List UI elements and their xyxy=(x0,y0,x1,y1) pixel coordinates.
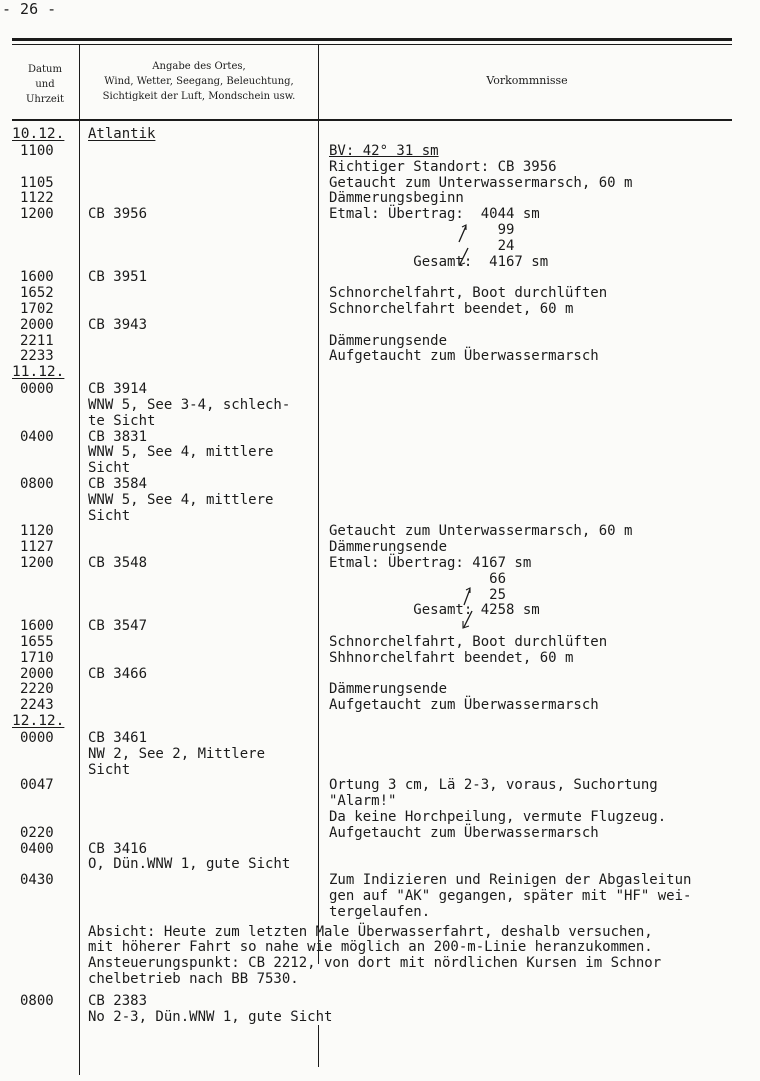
annotation-arrows xyxy=(450,585,490,633)
location-entry: CB 3466 xyxy=(88,665,148,682)
time-entry: 1105 xyxy=(20,174,54,191)
event-entry: Schnorchelfahrt, Boot durchlüften xyxy=(329,285,608,302)
time-entry: 0400 xyxy=(20,428,54,445)
location-entry: CB 3548 xyxy=(88,555,148,571)
event-entry: Etmal: Übertrag: 4167 sm xyxy=(329,555,532,571)
time-entry: 1200 xyxy=(20,206,54,223)
date-heading: 12.12. xyxy=(12,713,65,729)
header-rule xyxy=(12,119,732,121)
location-entry: CB 3584 xyxy=(88,476,148,492)
location-entry: CB 3547 xyxy=(88,618,148,635)
time-entry: 1200 xyxy=(20,555,54,571)
column-divider-2-lower xyxy=(318,1025,319,1067)
event-entry: tergelaufen. xyxy=(329,903,431,920)
top-rule-thin xyxy=(12,44,732,45)
time-entry: 2220 xyxy=(20,681,54,698)
time-entry: 0000 xyxy=(20,730,54,746)
location-entry: Sicht xyxy=(88,507,131,524)
location-entry: Sicht xyxy=(88,761,131,778)
time-entry: 1652 xyxy=(20,285,54,302)
event-entry: Dämmerungsbeginn xyxy=(329,190,464,207)
event-entry: Shhnorchelfahrt beendet, 60 m xyxy=(329,649,574,666)
event-entry: Gesamt: 4167 sm xyxy=(329,253,549,270)
event-entry: gen auf "AK" gegangen, später mit "HF" wei- xyxy=(329,888,692,904)
page-number: - 26 - xyxy=(2,0,57,18)
time-entry: 0800 xyxy=(20,992,54,1009)
time-entry: 2000 xyxy=(20,316,54,333)
note-line: chelbetrieb nach BB 7530. xyxy=(88,971,299,987)
header-line: Datum xyxy=(28,64,62,75)
time-entry: 0220 xyxy=(20,824,54,841)
header-line: Angabe des Ortes, xyxy=(152,61,246,72)
event-entry: 25 xyxy=(329,586,507,603)
location-entry: Sicht xyxy=(88,460,131,477)
date-heading: 10.12. xyxy=(12,126,65,142)
event-entry: Zum Indizieren und Reinigen der Abgasleitun xyxy=(329,872,692,889)
note-line: Absicht: Heute zum letzten Male Überwasserfahrt, deshalb versuchen, xyxy=(88,923,653,940)
location-entry: CB 3461 xyxy=(88,730,148,746)
event-entry: Aufgetaucht zum Überwassermarsch xyxy=(329,348,599,365)
note-line: mit höherer Fahrt so nahe wie möglich an 200-m-Linie heranzukommen. xyxy=(88,939,653,956)
time-entry: 1600 xyxy=(20,618,54,635)
event-entry: "Alarm!" xyxy=(329,793,397,810)
time-entry: 1600 xyxy=(20,269,54,286)
location-entry: Atlantik xyxy=(88,126,156,142)
location-entry: CB 3951 xyxy=(88,269,148,286)
location-entry: WNW 5, See 4, mittlere xyxy=(88,491,274,508)
location-entry: WNW 5, See 3-4, schlech- xyxy=(88,397,291,413)
time-entry: 2233 xyxy=(20,348,54,365)
location-entry: CB 2383 xyxy=(88,992,148,1009)
time-entry: 2243 xyxy=(20,697,54,714)
event-entry: Aufgetaucht zum Überwassermarsch xyxy=(329,824,599,841)
header-line: Uhrzeit xyxy=(25,94,65,105)
time-entry: 1702 xyxy=(20,301,54,317)
header-events: Vorkommnisse xyxy=(486,74,568,87)
event-entry: Richtiger Standort: CB 3956 xyxy=(329,158,557,175)
time-entry: 1120 xyxy=(20,523,54,540)
time-entry: 0000 xyxy=(20,381,54,398)
location-entry: CB 3956 xyxy=(88,206,148,223)
location-entry: CB 3943 xyxy=(88,316,148,333)
time-entry: 1655 xyxy=(20,634,54,650)
location-entry: WNW 5, See 4, mittlere xyxy=(88,444,274,461)
event-entry: 99 xyxy=(329,222,515,238)
location-entry: NW 2, See 2, Mittlere xyxy=(88,745,266,762)
header-location xyxy=(84,59,314,104)
location-entry: CB 3416 xyxy=(88,840,148,857)
event-entry: Etmal: Übertrag: 4044 sm xyxy=(329,206,540,223)
event-entry: Getaucht zum Unterwassermarsch, 60 m xyxy=(329,523,633,540)
header-line: und xyxy=(35,79,55,90)
event-entry: Gesamt: 4258 sm xyxy=(329,602,540,619)
time-entry: 0047 xyxy=(20,777,54,794)
location-entry: CB 3914 xyxy=(88,381,148,398)
header-line: Wind, Wetter, Seegang, Beleuchtung, xyxy=(104,76,294,87)
event-entry: 66 xyxy=(329,570,507,587)
event-entry: 24 xyxy=(329,237,515,254)
column-divider-1 xyxy=(79,44,80,1075)
time-entry: 1710 xyxy=(20,649,54,666)
event-entry: Aufgetaucht zum Überwassermarsch xyxy=(329,697,599,714)
time-entry: 0430 xyxy=(20,872,54,889)
event-entry: Ortung 3 cm, Lä 2-3, voraus, Suchortung xyxy=(329,777,658,794)
column-divider-2 xyxy=(318,44,319,964)
event-entry: Dämmerungsende xyxy=(329,681,448,698)
header-line: Sichtigkeit der Luft, Mondschein usw. xyxy=(102,91,296,102)
location-entry: O, Dün.WNW 1, gute Sicht xyxy=(88,856,291,873)
location-entry: No 2-3, Dün.WNW 1, gute Sicht xyxy=(88,1008,333,1025)
time-entry: 0800 xyxy=(20,476,54,492)
event-entry: Dämmerungsende xyxy=(329,539,448,556)
time-entry: 2211 xyxy=(20,332,54,349)
event-entry: Schnorchelfahrt, Boot durchlüften xyxy=(329,634,608,650)
time-entry: 1122 xyxy=(20,190,54,207)
event-entry: BV: 42° 31 sm xyxy=(329,143,439,159)
annotation-arrows xyxy=(440,222,480,270)
top-rule-thick xyxy=(12,38,732,41)
location-entry: te Sicht xyxy=(88,412,156,429)
location-entry: CB 3831 xyxy=(88,428,148,445)
date-heading: 11.12. xyxy=(12,364,65,381)
time-entry: 1100 xyxy=(20,143,54,159)
note-line: Ansteuerungspunkt: CB 2212, von dort mit nördlichen Kursen im Schnor xyxy=(88,955,662,972)
time-entry: 1127 xyxy=(20,539,54,556)
event-entry: Dämmerungsende xyxy=(329,332,448,349)
header-date-time xyxy=(14,62,76,107)
event-entry: Getaucht zum Unterwassermarsch, 60 m xyxy=(329,174,633,191)
time-entry: 2000 xyxy=(20,665,54,682)
event-entry: Schnorchelfahrt beendet, 60 m xyxy=(329,301,574,317)
time-entry: 0400 xyxy=(20,840,54,857)
event-entry: Da keine Horchpeilung, vermute Flugzeug. xyxy=(329,809,667,825)
